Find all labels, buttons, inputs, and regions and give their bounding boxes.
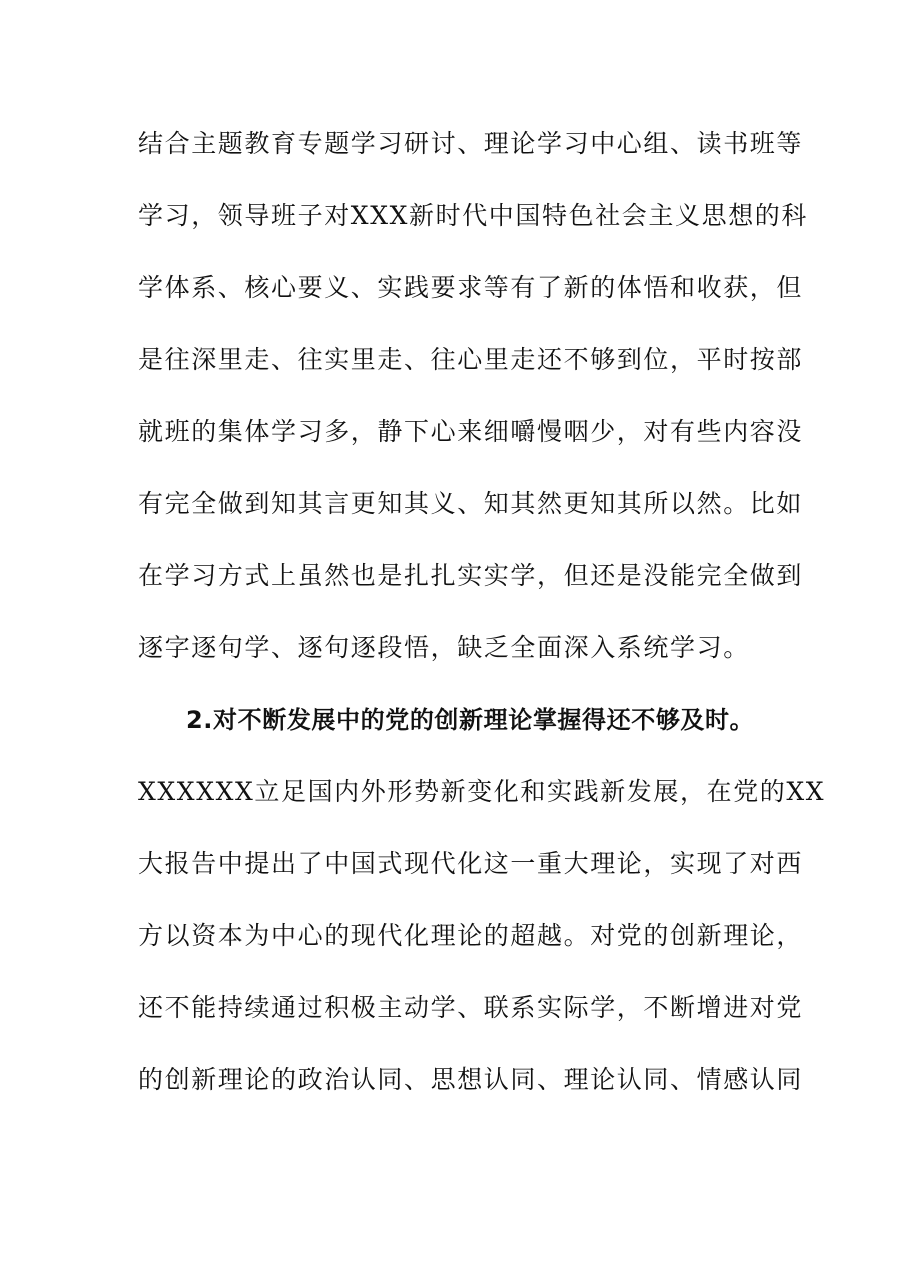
section-heading: 2.对不断发展中的党的创新理论掌握得还不够及时。 (186, 706, 755, 734)
paragraph-line: 学习，领导班子对XXX新时代中国特色社会主义思想的科 (138, 201, 808, 230)
document-body (138, 118, 826, 1126)
paragraph-line: 大报告中提出了中国式现代化这一重大理论，实现了对西 (138, 849, 804, 878)
paragraph-line: 逐字逐句学、逐句逐段悟，缺乏全面深入系统学习。 (138, 633, 750, 662)
paragraph-line: 是往深里走、往实里走、往心里走还不够到位，平时按部 (138, 345, 804, 374)
paragraph-line: 结合主题教育专题学习研讨、理论学习中心组、读书班等 (138, 129, 804, 158)
paragraph-line: 的创新理论的政治认同、思想认同、理论认同、情感认同 (138, 1065, 804, 1094)
paragraph-line: XXXXXX立足国内外形势新变化和实践新发展，在党的XX (138, 777, 826, 806)
paragraph-line: 在学习方式上虽然也是扎扎实实学，但还是没能完全做到 (138, 561, 804, 590)
paragraph-line: 有完全做到知其言更知其义、知其然更知其所以然。比如 (138, 489, 804, 518)
paragraph-line: 学体系、核心要义、实践要求等有了新的体悟和收获，但 (138, 273, 804, 302)
paragraph-line: 还不能持续通过积极主动学、联系实际学，不断增进对党 (138, 993, 804, 1022)
paragraph-line: 就班的集体学习多，静下心来细嚼慢咽少，对有些内容没 (138, 417, 804, 446)
paragraph-line: 方以资本为中心的现代化理论的超越。对党的创新理论， (138, 921, 804, 950)
